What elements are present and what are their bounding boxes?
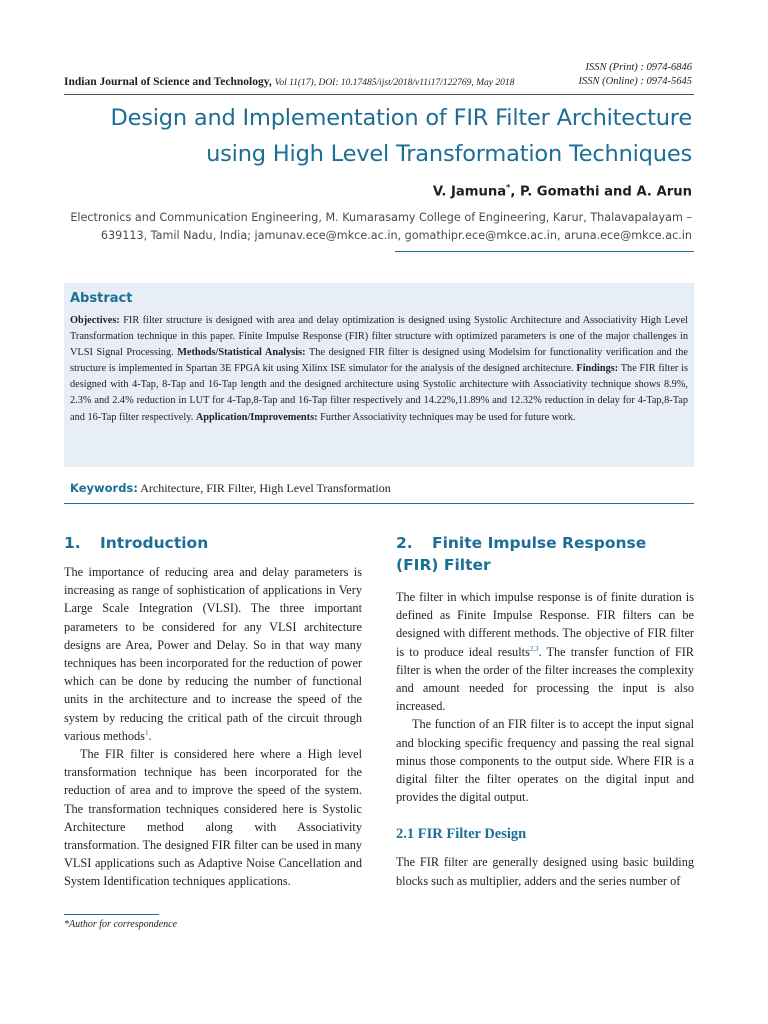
methods-label: Methods/Statistical Analysis: xyxy=(177,347,306,359)
fir-design-paragraph: The FIR filter are generally designed using basic building blocks such as multiplier, adders and the series number of xyxy=(396,855,694,888)
section-2-heading xyxy=(396,532,694,576)
intro-paragraph-1-text: The importance of reducing area and delay parameters is increasing as range of sophistication of applications in Very Large Scale Integration (VLSI). The three important parameters to be considered for any VLSI architecture designs are Area, Power and Delay. So in that way many techniques has been incorporated for the reduction of power which can be done by reducing the number of functional units in the architecture and to increase the speed of the system by reducing the critical path of the circuit through various methods xyxy=(64,565,362,743)
journal-name: Indian Journal of Science and Technology, xyxy=(64,76,272,88)
objectives-label: Objectives: xyxy=(70,315,120,326)
findings-text: The FIR filter is designed with 4-Tap, 8-Tap and 16-Tap length and the designed architecture using Systolic architecture with Associativity technique shows 8.9%, 2.3% and 2.4% reduction in LUT for 4-Tap,8-Tap and 16-Tap filter respectively and 14.22%,11.89% and 12.32% reduction in delay for 4-Tap,8-Tap and 16-Tap filter respectively. xyxy=(70,363,688,423)
right-column xyxy=(396,532,694,890)
issn-online: ISSN (Online) : 0974-5645 xyxy=(578,76,692,87)
title-line-1: Design and Implementation of FIR Filter Architecture xyxy=(110,105,692,131)
affiliation-rule xyxy=(395,251,694,252)
affiliation-line-1: Electronics and Communication Engineering, M. Kumarasamy College of Engineering, Karur, Thalavapalayam – xyxy=(70,211,692,224)
keywords xyxy=(70,481,391,496)
abstract-heading: Abstract xyxy=(70,291,133,306)
title-line-2: using High Level Transformation Techniques xyxy=(206,141,692,167)
intro-paragraph-2: The FIR filter is considered here where a High level transformation technique has been incorporated for the reduction of area and to improve the speed of the system. The transformation techniques considered here is Systolic Architecture method along with Associativity transformation. The designed FIR filter can be used in many VLSI applications such as Adaptive Noise Cancellation and System Identification techniques applications. xyxy=(64,747,362,889)
issn-print: ISSN (Print) : 0974-6846 xyxy=(585,62,692,73)
keywords-rule xyxy=(64,503,694,504)
corresponding-author-mark: * xyxy=(506,183,511,192)
citation-ref[interactable]: 1 xyxy=(144,728,149,737)
fir-paragraph-1 xyxy=(396,588,694,715)
subsection-2-1-heading: 2.1 FIR Filter Design xyxy=(396,826,527,843)
left-column xyxy=(64,532,362,891)
abstract-box xyxy=(64,283,694,467)
methods-text: The designed FIR filter is designed using Modelsim for functionality verification and the structure is implemented in Spartan 3E FPGA kit using Xilinx ISE simulator for the analysis of the designed architecture. xyxy=(70,347,688,375)
journal-volume-doi: Vol 11(17), DOI: 10.17485/ijst/2018/v11i17/122769, May 2018 xyxy=(274,78,515,88)
header-rule xyxy=(64,94,694,95)
application-text: Further Associativity techniques may be used for future work. xyxy=(317,411,576,423)
section-1-title: Introduction xyxy=(100,534,209,552)
author-rest: , P. Gomathi and A. Arun xyxy=(510,184,692,200)
fir-paragraph-1-text: The filter in which impulse response is of finite duration is defined as Finite Impulse Response. FIR filters can be designed with different methods. The objective of FIR filter is to produce ideal results xyxy=(396,590,694,659)
section-1-number: 1. xyxy=(64,534,81,552)
section-1-heading xyxy=(64,532,362,554)
keywords-label: Keywords: xyxy=(70,481,138,495)
abstract-text xyxy=(70,313,688,426)
affiliation-line-2: 639113, Tamil Nadu, India; jamunav.ece@mkce.ac.in, gomathipr.ece@mkce.ac.in, aruna.ece@mkce.ac.in xyxy=(100,229,692,242)
intro-paragraph-1-end: . xyxy=(148,728,152,743)
issn-block xyxy=(579,61,692,89)
paper-title xyxy=(32,100,692,172)
journal-citation xyxy=(64,76,514,88)
application-label: Application/Improvements: xyxy=(195,411,318,423)
objectives-text: FIR filter structure is designed with area and delay optimization is designed using Systolic Architecture and Associativity High Level Transformation technique in this paper. Finite Impulse Response (FIR) filter structure with optimized parameters is one of the major challenges in VLSI Signal Processing. xyxy=(70,315,688,359)
author-first: V. Jamuna xyxy=(432,184,507,200)
findings-label: Findings: xyxy=(576,363,619,375)
fir-paragraph-2: The function of an FIR filter is to accept the input signal and blocking specific frequency and passing the real signal minus those components to the output side. Where FIR is a digital filter the filter operates on the digital input and provides the digital output. xyxy=(396,717,694,805)
citation-ref[interactable]: 2,3 xyxy=(529,644,539,653)
author-list xyxy=(433,183,692,199)
section-2-number: 2. xyxy=(396,534,413,552)
affiliation xyxy=(52,209,692,245)
section-2-title: Finite Impulse Response (FIR) Filter xyxy=(396,534,647,574)
footnote-rule xyxy=(64,914,159,915)
keywords-text: Architecture, FIR Filter, High Level Transformation xyxy=(137,481,391,495)
fir-paragraph-1-end: . The transfer function of FIR filter is when the order of the filter increases the complexity and amount needed for processing the input is also increased. xyxy=(396,644,694,714)
intro-paragraph-1 xyxy=(64,563,362,745)
footnote: *Author for correspondence xyxy=(64,919,177,930)
